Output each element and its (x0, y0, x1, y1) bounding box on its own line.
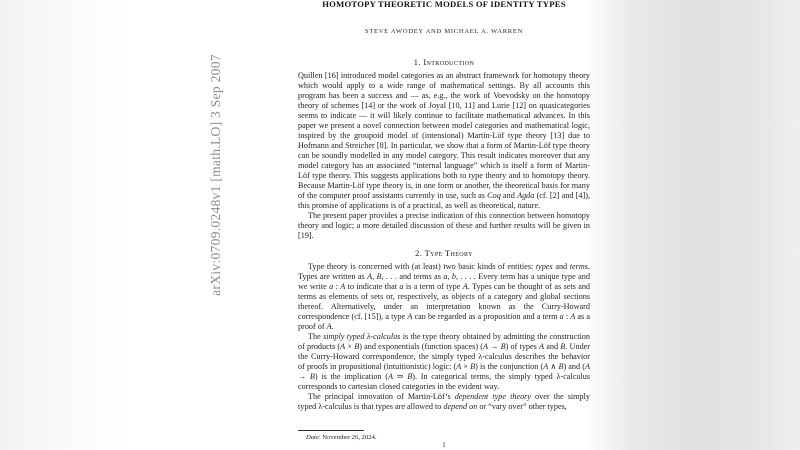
paragraph: The present paper provides a precise indication of this connection between homotopy theory and logic; a more detailed discussion of these and further results will be given in [19]. (298, 211, 590, 240)
paper-authors: STEVE AWODEY AND MICHAEL A. WARREN (364, 28, 524, 35)
paragraph: Type theory is concerned with (at least) two basic kinds of entities: types and terms. Types are written as A, B, . . . and terms as a, b, . . . . Every term has a unique type and we write a : A to indicate that a is a term of type A. Types can be thought of as sets and terms as elements of sets or, respectively, as objects of a category and global sections thereof. Alternatively, under an interpretation known as the Curry-Howard correspondence (cf. [15]), a type A can be regarded as a proposition and a term a : A as a proof of A. (298, 262, 590, 331)
section-heading-introduction: 1. Introduction (413, 58, 475, 67)
section-heading-type-theory: 2. Type Theory (415, 249, 473, 258)
paragraph: The principal innovation of Martin-Löf’s dependent type theory over the simply typed λ-calculus is that types are allowed to depend on or “vary over” other types, (298, 392, 590, 411)
date-label: Date (306, 434, 319, 441)
footnote-rule (298, 430, 364, 431)
paragraph: The simply typed λ-calculus is the type theory obtained by admitting the construction of products (A × B) and exponentials (function spaces) (A → B) of types A and B. Under the Curry-Howard correspondence, the simply typed λ-calculus describes the behavior of proofs in propositional (intuitionistic) logic: (A × B) is the conjunction (A ∧ B) and (A → B) is the implication (A ⇒ B). In categorical terms, the simply typed λ-calculus corresponds to cartesian closed categories in the evident way. (298, 332, 590, 391)
arxiv-watermark: arXiv:0709.0248v1 [math.LO] 3 Sep 2007 (208, 54, 223, 296)
page-number: 1 (442, 441, 446, 449)
date-value: : November 26, 2024. (318, 434, 377, 441)
paragraph: Quillen [16] introduced model categories as an abstract framework for homotopy theory which would apply to a wide range of mathematical settings. By all accounts this program has been a success and — as, e.g., the work of Voevodsky on the homotopy theory of schemes [14] or the work of Joyal [10, 11] and Lurie [12] on quasicategories seems to indicate — it will likely continue to facilitate mathematical advances. In this paper we present a novel connection between model categories and mathematical logic, inspired by the groupoid model of (intensional) Martin-Löf type theory [13] due to Hofmann and Streicher [8]. In particular, we show that a form of Martin-Löf type theory can be soundly modelled in any model category. This result indicates moreover that any model category has an associated “internal language” which is itself a form of Martin-Löf type theory. This suggests applications both to type theory and to homotopy theory. Because Martin-Löf type theory is, in one form or another, the theoretical basis for many of the computer proof assistants currently in use, such as Coq and Agda (cf. [2] and [4]), this promise of applications is of a practical, as well as theoretical, nature. (298, 71, 590, 210)
paper-body (298, 0, 590, 429)
paper-title: HOMOTOPY THEORETIC MODELS OF IDENTITY TYPES (322, 0, 566, 9)
